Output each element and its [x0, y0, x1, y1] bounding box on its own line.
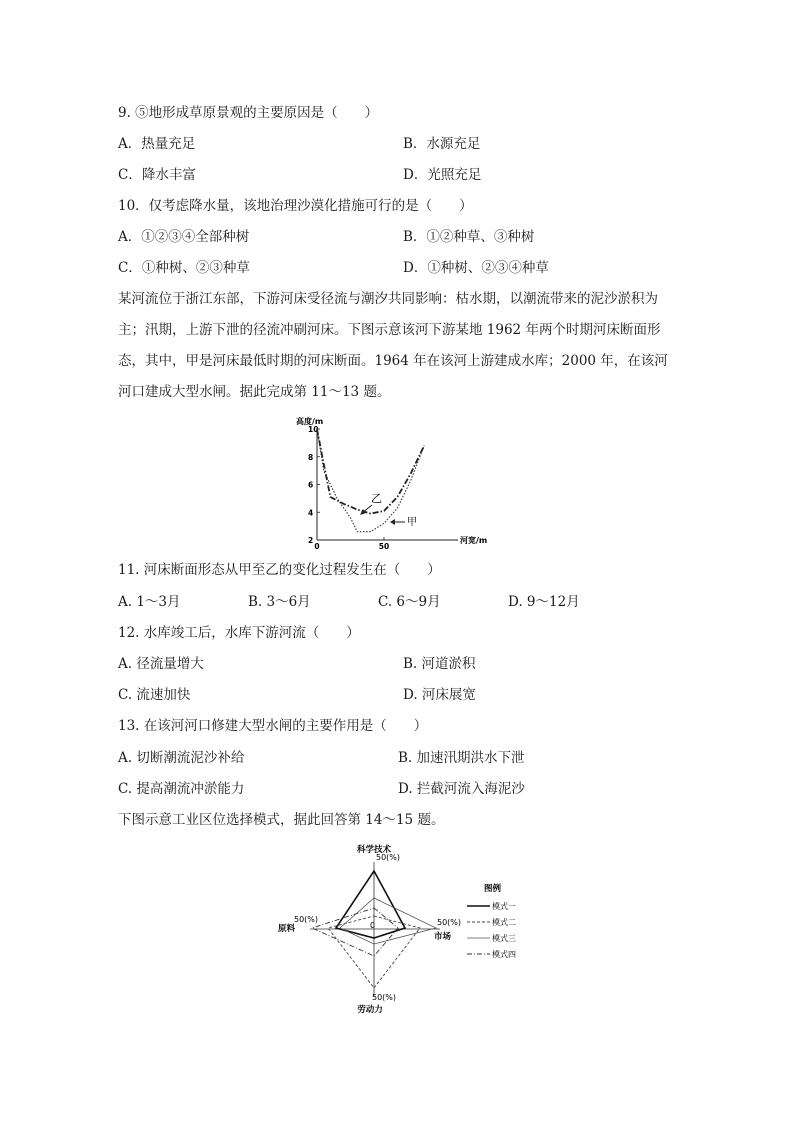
axis-label-labor: 劳动力	[357, 1005, 383, 1015]
axis-pct-right: 50(%)	[437, 918, 462, 927]
q12-option-d: D. 河床展宽	[403, 687, 476, 703]
label-jia-arrowhead	[390, 519, 395, 525]
q13-option-d: D. 拦截河流入海泥沙	[398, 781, 525, 797]
axis-pct-left: 50(%)	[294, 915, 319, 924]
q11-option-c: C. 6～9月	[378, 594, 441, 610]
riverbed-cross-section-chart	[290, 412, 500, 552]
x-tick-label: 50	[378, 542, 390, 551]
question-9-stem: 9. ⑤地形成草原景观的主要原因是（ ）	[118, 105, 379, 121]
q12-option-c: C. 流速加快	[118, 687, 191, 703]
q10-option-c: C．①种树、②③种草	[118, 260, 250, 276]
question-10-stem: 10．仅考虑降水量，该地治理沙漠化措施可行的是（ ）	[118, 198, 473, 214]
q9-option-c: C．降水丰富	[118, 167, 196, 183]
y-tick-label: 4	[308, 508, 314, 518]
q11-option-d: D. 9～12月	[508, 594, 580, 610]
q9-option-b: B．水源充足	[403, 136, 481, 152]
q11-option-b: B. 3～6月	[248, 594, 311, 610]
q9-option-d: D．光照充足	[403, 167, 482, 183]
axis-label-technology: 科学技术	[356, 845, 392, 855]
y-axis-label: 高度/m	[296, 417, 324, 426]
legend-title: 图例	[484, 884, 502, 894]
x-tick-label: 0	[314, 542, 320, 551]
question-13-stem: 13. 在该河河口修建大型水闸的主要作用是（ ）	[118, 718, 428, 734]
question-11-stem: 11. 河床断面形态从甲至乙的变化过程发生在（ ）	[118, 562, 441, 578]
q12-option-b: B. 河道淤积	[403, 656, 476, 672]
axis-label-market: 市场	[434, 932, 452, 942]
origin-label: 0	[370, 921, 376, 930]
y-tick-label: 2	[308, 536, 314, 545]
intro-paragraph-river: 某河流位于浙江东部，下游河床受径流与潮汐共同影响：枯水期，以潮流带来的泥沙淤积为主；汛期，上游下泄的径流冲刷河床。下图示意该河下游某地 1962 年两个时期河床断面形态，其中，甲是河床最低时期的河床断面。1964 年在该河上游建成水库；2000 年，在该河河口建成大型水闸。据此完成第 11～13 题。	[118, 291, 668, 400]
q10-option-d: D．①种树、②③④种草	[403, 260, 549, 276]
q10-option-b: B．①②种草、③种树	[403, 229, 535, 245]
y-tick-label: 8	[308, 452, 314, 462]
question-12-stem: 12. 水库竣工后，水库下游河流（ ）	[118, 625, 360, 641]
industry-location-radar-diagram	[270, 838, 540, 1018]
legend-mode-2: 模式二	[492, 918, 516, 927]
label-yi: 乙	[371, 492, 382, 505]
y-tick-label: 6	[308, 480, 314, 490]
q13-option-b: B. 加速汛期洪水下泄	[398, 750, 525, 766]
q12-option-a: A. 径流量增大	[118, 656, 204, 672]
q11-option-a: A. 1～3月	[118, 594, 181, 610]
q13-option-c: C. 提高潮流冲淤能力	[118, 781, 245, 797]
x-axis-label: 河宽/m	[460, 536, 488, 545]
legend-mode-4: 模式四	[492, 950, 516, 959]
y-tick-label: 10	[308, 425, 319, 434]
axis-pct-bottom: 50(%)	[372, 993, 397, 1002]
intro-paragraph-industry: 下图示意工业区位选择模式，据此回答第 14～15 题。	[118, 812, 445, 828]
q13-option-a: A. 切断潮流泥沙补给	[118, 750, 245, 766]
q10-option-a: A．①②③④全部种树	[118, 229, 250, 245]
axis-label-raw-material: 原料	[278, 924, 296, 934]
axis-pct-top: 50(%)	[376, 853, 401, 862]
legend-mode-1: 模式一	[492, 902, 516, 911]
label-jia: 甲	[407, 517, 417, 528]
q9-option-a: A．热量充足	[118, 136, 196, 152]
legend-mode-3: 模式三	[492, 934, 516, 943]
